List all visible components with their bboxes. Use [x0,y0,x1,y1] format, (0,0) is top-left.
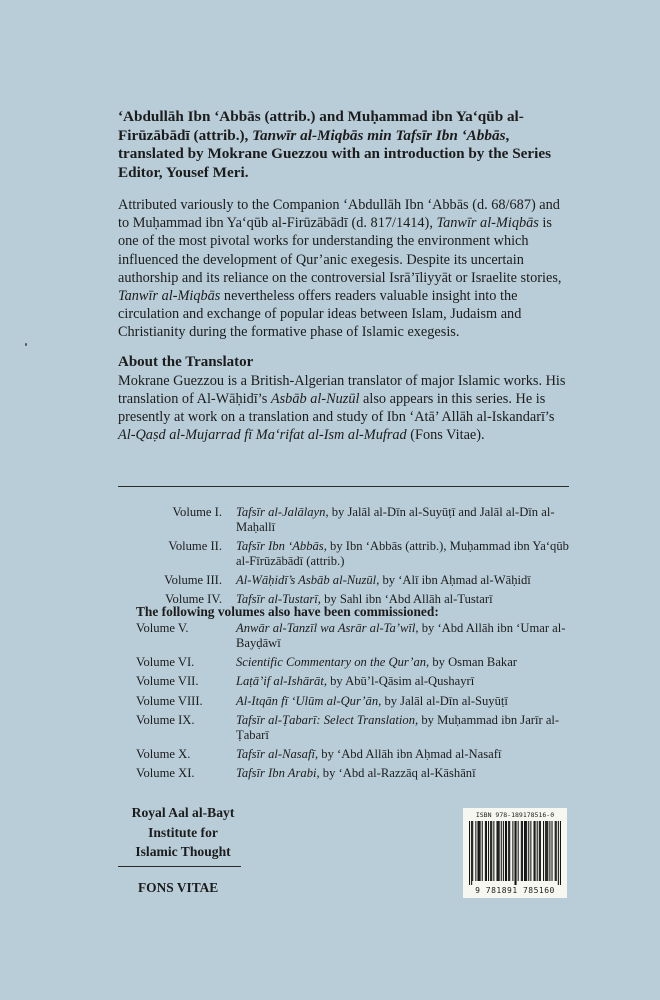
volume-title: Al-Itqān fī ‘Ulūm al-Qur’ān [236,693,379,708]
desc-text-2: is one of the most pivotal works for understanding the environment which influenced the development of Qur’anic exegesis. Despite its uncertain authorship and its reliance on the controversial Isrā’īliyyāt or Israelite stories, [118,215,562,286]
publisher-divider [118,866,241,867]
volume-title: Tafsīr al-Jalālayn [236,505,326,519]
about-text-3: (Fons Vitae). [406,427,485,444]
volume-entry [118,747,573,762]
volume-author: , by Abū’l-Qāsim al-Qushayrī [323,674,475,689]
volume-author: , by ‘Abd Allāh ibn Aḥmad al-Nasafī [314,747,502,762]
volume-number: Volume VI. [136,655,195,670]
volume-title: Tafsīr al-Tustarī [236,592,318,607]
book-description [118,196,573,342]
publisher-line: Royal Aal al-Bayt [131,805,235,820]
volume-author: by Muḥammad ibn Jarīr al-Ṭabarī [236,712,560,742]
book-header [118,108,573,182]
volume-number: Volume VII. [136,674,199,689]
publisher-line: Institute for [148,824,218,840]
header-rest: , translated by Mokrane Guezzou with an introduction by the Series Editor, Yousef Meri. [118,126,551,181]
volume-title: Tafsīr al-Nasafī [236,747,315,762]
barcode [463,808,567,898]
about-translator [118,353,573,444]
imprint-name: FONS VITAE [138,880,219,895]
volume-number: Volume X. [136,747,191,762]
volume-title: Anwār al-Tanzīl wa Asrār al-Ta’wīl [236,621,416,635]
commissioned-volumes-list [118,621,573,786]
volume-author: , by Jalāl al-Dīn al-Suyūṭī and Jalāl al-Dīn al-Maḥallī [236,505,555,534]
section-divider [118,486,569,487]
volume-title: Laṭā’if al-Ishārāt [236,674,324,689]
volume-number: Volume IV. [165,592,222,607]
volume-number: Volume II. [168,539,222,554]
volume-number: Volume XI. [136,766,195,781]
volume-entry [118,694,573,709]
about-text-2: also appears in this series. He is presently at work on a translation and study of Ibn ‘Atā’ Allāh al-Iskandarī’s [118,390,555,425]
about-title-2: Al-Qaṣd al-Mujarrad fī Ma‘rifat al-Ism al-Mufrad [118,427,407,444]
header-authors: ‘Abdullāh Ibn ‘Abbās (attrib.) and Muḥammad ibn Ya‘qūb al-Firūzābādī (attrib.), [118,108,524,144]
volume-author: , by Osman Bakar [426,655,517,670]
desc-text-1: Attributed variously to the Companion ‘Abdullāh Ibn ‘Abbās (d. 68/687) and to Muḥammad ibn Ya‘qūb al-Firūzābādī (d. 817/1414), [118,197,560,232]
volume-entry [118,573,573,588]
volume-title: Scientific Commentary on the Qur’an [236,655,427,670]
volume-title: Tafsīr Ibn ‘Abbās [236,539,324,554]
volume-number: Volume III. [164,573,222,588]
volume-title: Al-Wāḥidī’s Asbāb al-Nuzūl [236,573,377,588]
volume-author: , by Jalāl al-Dīn al-Suyūṭī [378,693,508,708]
volume-entry [118,621,573,651]
volume-author: , by ‘Abd al-Razzāq al-Kāshānī [316,766,476,781]
volume-author: , by Ibn ‘Abbās (attrib.), Muḥammad ibn Ya‘qūb al-Fīrūzābādī (attrib.) [236,539,569,568]
volume-author: , by ‘Alī ibn Aḥmad al-Wāḥidī [376,573,531,588]
volume-number: Volume IX. [136,712,195,727]
barcode-bars-icon [469,821,561,885]
publisher-block [118,803,248,862]
desc-text-3: nevertheless offers readers valuable insight into the circulation and exchange of popular ideas between Islam, Judaism and Christianity during the formative phase of Islamic exegesis. [118,288,522,341]
volume-number: Volume I. [172,505,222,519]
volume-author: , by Sahl ibn ‘Abd Allāh al-Tustarī [317,592,493,607]
volume-entry [118,766,573,781]
desc-title-2: Tanwīr al-Miqbās [118,288,221,305]
about-title-1: Asbāb al-Nuzūl [270,390,360,407]
volume-entry [118,655,573,670]
paper-speck [25,343,27,346]
desc-title-1: Tanwīr al-Miqbās [436,215,539,232]
barcode-digits: 9 781891 785160 [475,886,555,895]
about-text-1: Mokrane Guezzou is a British-Algerian translator of major Islamic works. His translation of Al-Wāḥidī’s [118,372,566,407]
volume-title: Tafsīr al-Ṭabarī: Select Translation, [236,712,419,727]
volume-entry [118,505,573,535]
volume-entry [118,713,573,743]
volume-number: Volume VIII. [136,693,203,708]
volume-number: Volume V. [136,621,189,635]
commissioned-heading: The following volumes also have been commissioned: [136,604,439,619]
volume-entry [118,674,573,689]
about-heading: About the Translator [118,354,254,370]
volume-entry [118,539,573,569]
published-volumes-list [118,505,573,612]
volume-author: , by ‘Abd Allāh ibn ‘Umar al-Bayḍāwī [236,621,566,650]
volume-title: Tafsīr Ibn Arabi [236,766,317,781]
isbn-label: ISBN 978-189178516-0 [475,811,555,819]
publisher-line: Islamic Thought [135,844,231,859]
header-title: Tanwīr al-Miqbās min Tafsīr Ibn ‘Abbās [252,126,506,144]
